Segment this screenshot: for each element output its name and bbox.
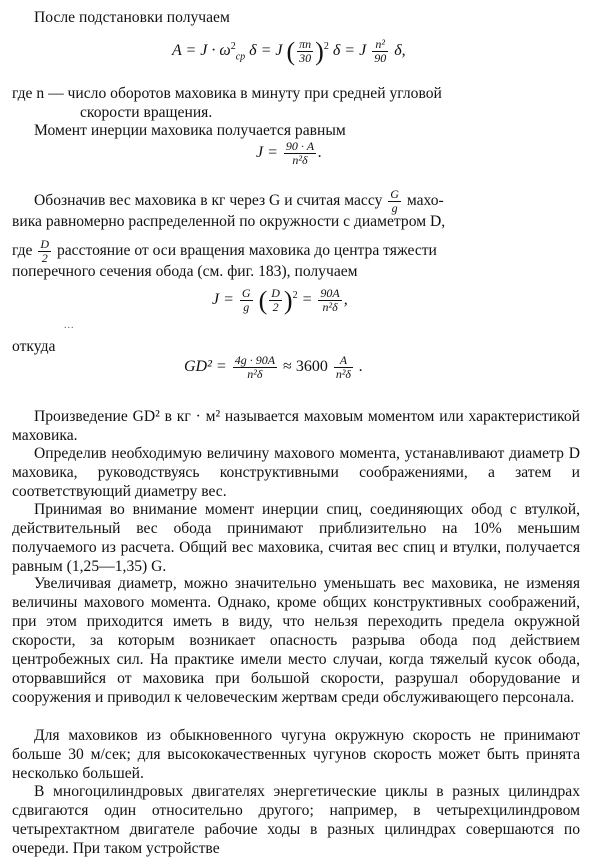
formula-moment-lhs: J = <box>212 291 234 309</box>
formula-moment-frac-c: $\frac{90A}{\text{n²δ}}$ <box>320 286 340 314</box>
paragraph-diameter: Определив необходимую величину махового момента, устанавливают диаметр D маховика, руководствуясь конструктивными соображениями, а затем и соответствующий диаметру вес. <box>12 445 580 500</box>
formula-energy-frac1: $\frac{\pi n}{30}$ <box>299 37 312 65</box>
formula-inertia-frac: $\frac{90 \cdot A}{\text{n²δ}}$ <box>285 139 315 167</box>
formula-gd2-frac-a: $\frac{4g \cdot 90A}{\text{n²δ}}$ <box>234 353 276 381</box>
paragraph-whence: откуда <box>12 338 56 355</box>
formula-gd2-frac-b: $\frac{A}{\text{n²δ}}$ <box>335 353 352 381</box>
paragraph-flywheel-moment: Произведение GD² в кг · м² называется маховым моментом или характеристикой маховика. <box>12 408 580 444</box>
formula-energy: $A = J \cdot \omega^2_{ср}$ δ = J ( $\frac{\pi n}{30}$ )$^2$ δ = J $\frac{\text{n²}}{90}$ δ, <box>172 37 406 66</box>
paragraph-where-n-line2: скорости вращения. <box>80 104 213 121</box>
formula-energy-sub: ср <box>235 51 246 63</box>
paragraph-weight-line4: поперечного сечения обода (см. фиг. 183), получаем <box>12 263 358 280</box>
formula-moment: J = $\frac{G}{g}$ ( $\frac{D}{2}$ )$^2$ = $\frac{90A}{\text{n²δ}}$ , <box>212 286 348 315</box>
half-diameter-fraction: $\frac{D}{2}$ <box>40 237 50 265</box>
formula-moment-frac-b: $\frac{D}{2}$ <box>271 286 280 314</box>
paragraph-cast-iron: Для маховиков из обыкновенного чугуна окружную скорость не принимают больше 30 м/сек; для высококачественных чугунов скорость может быть принята несколько большей. <box>12 727 580 782</box>
formula-moment-frac-a: $\frac{G}{g}$ <box>241 286 251 314</box>
formula-gd2-tail: . <box>359 358 364 376</box>
paragraph-increase-diameter: Увеличивая диаметр, можно значительно уменьшать вес маховика, не изменяя величины махового момента. Однако, кроме общих конструктивных соображений, при этом приходится иметь в виду, что нельзя переходить предела окружной скорости, за которым возникает опасность разрыва обода под действием центробежных сил. На практике имели место случаи, когда тяжелый кусок обода, оторвавшийся от маховика при большой скорости, разрушал оборудование и сооружения и приводил к человеческим жертвам среди обслуживающего персонала. <box>12 575 580 706</box>
stray-dots: ... <box>64 320 75 331</box>
formula-energy-lhs-tail: δ = J <box>249 42 283 60</box>
formula-energy-mid: δ = J <box>332 42 367 60</box>
formula-gd2 <box>184 354 363 381</box>
formula-gd2-approx: ≈ 3600 <box>283 358 328 376</box>
paragraph-where-n-line1: где n — число оборотов маховика в минуту при средней угловой <box>12 85 442 102</box>
paragraph-weight-line2: вика равномерно распределенной по окружности с диаметром D, <box>12 213 446 230</box>
formula-moment-tail: , <box>343 291 348 309</box>
formula-inertia <box>256 140 322 167</box>
formula-energy-tail: δ, <box>394 42 406 60</box>
formula-moment-eq: = <box>301 291 313 309</box>
paragraph-spokes: Принимая во внимание момент инерции спиц, соединяющих обод с втулкой, действительный вес обода принимают приблизительно на 10% меньшим получаемого из расчета. Общий вес маховика, считая вес спиц и втулки, получается равным (1,25—1,35) G. <box>12 501 580 575</box>
paragraph-inertia: Момент инерции маховика получается равным <box>34 122 346 139</box>
formula-energy-lhs: A = J · ω <box>172 42 231 60</box>
mass-fraction: $\frac{G}{g}$ <box>390 187 399 215</box>
formula-inertia-tail: . <box>318 144 323 162</box>
formula-inertia-lhs: J = <box>256 144 278 162</box>
formula-gd2-lhs: GD² = <box>184 358 227 376</box>
paragraph-weight-line3: где $\frac{D}{2}$ расстояние от оси вращения маховика до центра тяжести <box>12 237 437 265</box>
paragraph-intro: После подстановки получаем <box>34 9 230 26</box>
paragraph-multicylinder: В многоцилиндровых двигателях энергетические циклы в разных цилиндрах сдвигаются один относительно другого; например, в четырехцилиндровом четырехтактном двигателе рабочие ходы в разных цилиндрах совершаются по очереди. При таком устройстве <box>12 783 580 857</box>
paragraph-weight-line1: Обозначив вес маховика в кг через G и считая массу $\frac{G}{g}$ махо- <box>34 187 444 215</box>
formula-energy-frac2: $\frac{\text{n²}}{90}$ <box>374 37 387 65</box>
